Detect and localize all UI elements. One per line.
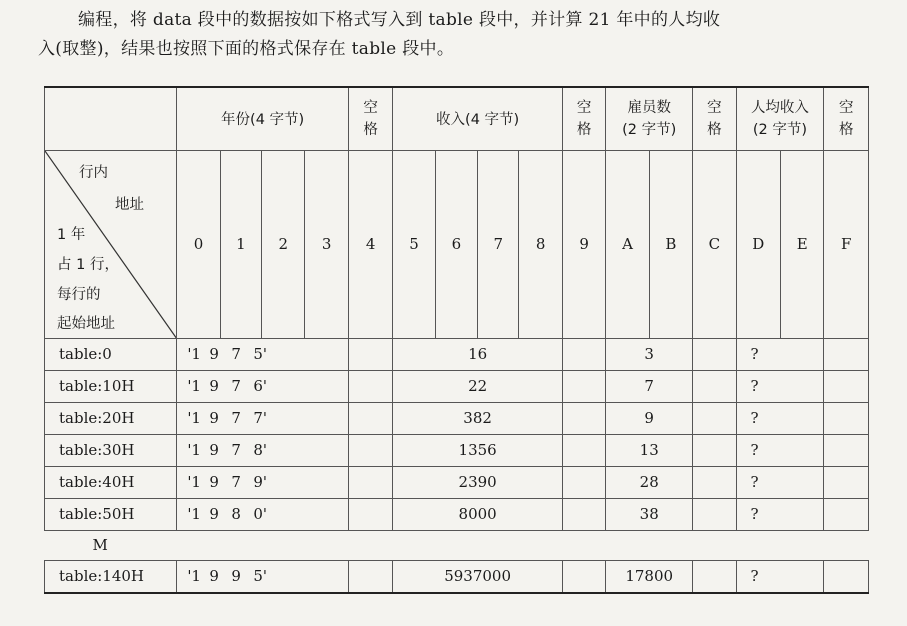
row-space-f [824, 338, 869, 370]
row-space-4 [348, 498, 392, 530]
row-space-f [824, 402, 869, 434]
intro-text [38, 6, 884, 64]
row-employees: 9 [606, 402, 693, 434]
offset-5: 5 [393, 150, 435, 338]
row-employees: 17800 [606, 560, 693, 593]
table-row [45, 338, 869, 370]
intro-line-1: 编程，将 data 段中的数据按如下格式写入到 table 段中，并计算 21 年中的人均收 [78, 10, 721, 30]
row-income: 1356 [393, 434, 563, 466]
row-space-4 [348, 338, 392, 370]
row-space-c [693, 466, 736, 498]
row-address: table:30H [45, 434, 177, 466]
row-space-4 [348, 434, 392, 466]
row-income: 382 [393, 402, 563, 434]
diag-label-bottom-3: 每行的 [57, 286, 101, 303]
row-year: '1 9 9 5' [177, 560, 349, 593]
row-address: table:140H [45, 560, 177, 593]
row-income: 22 [393, 370, 563, 402]
row-space-9 [562, 370, 605, 402]
table-row [45, 466, 869, 498]
row-address: table:40H [45, 466, 177, 498]
table-row [45, 402, 869, 434]
table-row [45, 498, 869, 530]
row-year: '1 9 7 5' [177, 338, 349, 370]
offset-row [45, 150, 869, 338]
row-space-c [693, 402, 736, 434]
table-row [45, 370, 869, 402]
offset-8: 8 [519, 150, 562, 338]
offset-1: 1 [220, 150, 261, 338]
diag-label-bottom-4: 起始地址 [57, 315, 115, 332]
row-year: '1 9 8 0' [177, 498, 349, 530]
diag-label-top-1: 行内 [79, 164, 108, 181]
offset-d: D [736, 150, 780, 338]
row-space-f [824, 466, 869, 498]
ellipsis-marker: M [45, 530, 869, 560]
table-row-last [45, 560, 869, 593]
row-space-f [824, 560, 869, 593]
offset-7: 7 [478, 150, 519, 338]
row-space-4 [348, 402, 392, 434]
row-year: '1 9 7 8' [177, 434, 349, 466]
row-address: table:20H [45, 402, 177, 434]
offset-c: C [693, 150, 736, 338]
header-corner [45, 87, 177, 150]
offset-e: E [780, 150, 823, 338]
row-address: table:10H [45, 370, 177, 402]
row-avg-income: ? [736, 402, 824, 434]
offset-a: A [606, 150, 649, 338]
diagonal-line [45, 151, 176, 338]
header-year: 年份(4 字节) [177, 87, 349, 150]
row-space-f [824, 370, 869, 402]
row-space-c [693, 560, 736, 593]
row-income: 16 [393, 338, 563, 370]
diagonal-header-cell [45, 150, 177, 338]
row-avg-income: ? [736, 434, 824, 466]
row-year: '1 9 7 6' [177, 370, 349, 402]
table-layout-grid [44, 86, 869, 594]
offset-6: 6 [435, 150, 477, 338]
ellipsis-row [45, 530, 869, 560]
row-space-9 [562, 338, 605, 370]
diag-label-top-2: 地址 [115, 196, 144, 213]
row-space-9 [562, 402, 605, 434]
row-address: table:0 [45, 338, 177, 370]
diag-label-bottom-1: 1 年 [57, 226, 86, 243]
header-row [45, 87, 869, 150]
row-employees: 3 [606, 338, 693, 370]
row-space-4 [348, 466, 392, 498]
header-space-4: 空 格 [348, 87, 392, 150]
header-space-9: 空 格 [562, 87, 605, 150]
row-income: 2390 [393, 466, 563, 498]
header-space-f: 空 格 [824, 87, 869, 150]
row-space-9 [562, 560, 605, 593]
row-space-c [693, 370, 736, 402]
header-income: 收入(4 字节) [393, 87, 563, 150]
header-employees: 雇员数 (2 字节) [606, 87, 693, 150]
row-employees: 28 [606, 466, 693, 498]
offset-4: 4 [348, 150, 392, 338]
offset-9: 9 [562, 150, 605, 338]
table-row [45, 434, 869, 466]
row-space-c [693, 498, 736, 530]
offset-0: 0 [177, 150, 220, 338]
row-space-f [824, 434, 869, 466]
row-avg-income: ? [736, 370, 824, 402]
row-address: table:50H [45, 498, 177, 530]
offset-f: F [824, 150, 869, 338]
row-avg-income: ? [736, 560, 824, 593]
offset-2: 2 [262, 150, 305, 338]
row-employees: 13 [606, 434, 693, 466]
offset-b: B [649, 150, 692, 338]
row-space-9 [562, 498, 605, 530]
intro-line-2: 入(取整)，结果也按照下面的格式保存在 table 段中。 [38, 39, 455, 59]
row-employees: 7 [606, 370, 693, 402]
row-space-9 [562, 434, 605, 466]
header-space-c: 空 格 [693, 87, 736, 150]
row-year: '1 9 7 9' [177, 466, 349, 498]
row-space-4 [348, 560, 392, 593]
row-income: 8000 [393, 498, 563, 530]
row-employees: 38 [606, 498, 693, 530]
row-income: 5937000 [393, 560, 563, 593]
diag-label-bottom-2: 占 1 行， [57, 256, 119, 273]
offset-3: 3 [305, 150, 348, 338]
row-space-c [693, 338, 736, 370]
row-space-c [693, 434, 736, 466]
row-avg-income: ? [736, 338, 824, 370]
header-avg-income: 人均收入 (2 字节) [736, 87, 824, 150]
row-avg-income: ? [736, 466, 824, 498]
row-avg-income: ? [736, 498, 824, 530]
row-space-9 [562, 466, 605, 498]
row-space-f [824, 498, 869, 530]
row-space-4 [348, 370, 392, 402]
row-year: '1 9 7 7' [177, 402, 349, 434]
